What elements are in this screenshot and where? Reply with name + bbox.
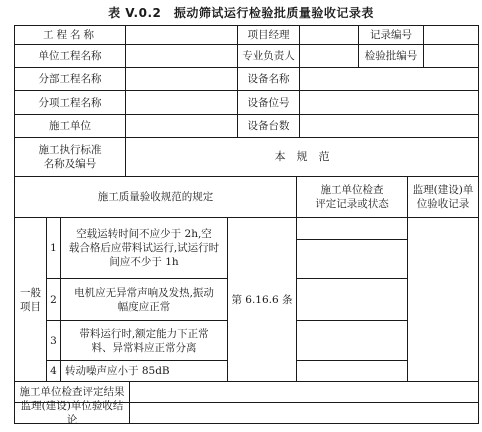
item-requirement-3	[60, 320, 228, 361]
header-contractor-check-line1: 施工单位检查	[320, 184, 384, 196]
header-contractor-check-line2: 评定记录或状态	[315, 198, 389, 210]
spec-clause-reference: 第 6.16.6 条	[227, 217, 297, 382]
group-label-line2: 项目	[20, 300, 41, 313]
item-requirement-1-line2: 载合格后应带料试运行,试运行时	[68, 242, 220, 254]
label-execution-standard	[14, 137, 126, 177]
header-spec-requirements: 施工质量验收规范的规定	[14, 176, 297, 218]
value-project-manager[interactable]	[299, 25, 359, 45]
value-execution-standard: 本 规 范	[125, 137, 479, 177]
label-project-manager: 项目经理	[237, 25, 300, 45]
item-number-2: 2	[46, 278, 61, 321]
item-requirement-1-line1: 空载运转时间不应少于 2h,空	[76, 228, 212, 240]
value-record-no[interactable]	[423, 25, 479, 45]
contractor-check-cell-1a[interactable]	[296, 217, 408, 240]
header-supervisor-record-line1: 监理(建设)单	[412, 184, 474, 196]
item-requirement-1	[60, 217, 228, 279]
value-equipment-name[interactable]	[299, 67, 479, 91]
supervisor-record-cell[interactable]	[407, 217, 479, 382]
contractor-check-cell-4[interactable]	[296, 360, 408, 382]
item-number-3: 3	[46, 320, 61, 361]
item-requirement-3-line2: 料、异常料应正常分离	[91, 341, 197, 354]
value-item-project[interactable]	[125, 90, 238, 115]
label-execution-standard-line1: 施工执行标准	[38, 144, 102, 156]
item-requirement-2	[60, 278, 228, 321]
item-number-4: 4	[46, 360, 61, 382]
value-equipment-position[interactable]	[299, 90, 479, 115]
label-sub-project: 分部工程名称	[14, 67, 126, 91]
label-record-no: 记录编号	[358, 25, 424, 45]
value-unit-project[interactable]	[125, 44, 238, 68]
header-supervisor-record-line2: 位验收记录	[416, 198, 470, 210]
item-requirement-4: 转动噪声应小于 85dB	[60, 360, 228, 382]
label-batch-no: 检验批编号	[358, 44, 424, 68]
value-construction-unit[interactable]	[125, 114, 238, 138]
table-title: 表 V.0.2 振动筛试运行检验批质量验收记录表	[108, 6, 374, 20]
label-execution-standard-line2: 名称及编号	[43, 158, 97, 170]
item-requirement-3-line1: 带料运行时,额定能力下正常	[79, 327, 209, 340]
label-equipment-name: 设备名称	[237, 67, 300, 91]
contractor-check-cell-2[interactable]	[296, 278, 408, 321]
value-batch-no[interactable]	[423, 44, 479, 68]
item-requirement-2-line2: 幅度应正常	[117, 300, 171, 313]
value-project-name[interactable]	[125, 25, 238, 45]
item-requirement-2-line1: 电机应无异常声响及发热,振动	[74, 286, 214, 299]
label-supervisor-conclusion: 监理(建设)单位验收结论	[14, 402, 130, 424]
contractor-check-cell-3[interactable]	[296, 320, 408, 361]
label-unit-project: 单位工程名称	[14, 44, 126, 68]
header-supervisor-record	[407, 176, 479, 218]
value-contractor-result[interactable]	[129, 381, 479, 403]
item-number-1: 1	[46, 217, 61, 279]
value-supervisor-conclusion[interactable]	[129, 402, 479, 424]
label-item-project: 分项工程名称	[14, 90, 126, 115]
value-sub-project[interactable]	[125, 67, 238, 91]
label-equipment-count: 设备台数	[237, 114, 300, 138]
label-construction-unit: 施工单位	[14, 114, 126, 138]
label-equipment-position: 设备位号	[237, 90, 300, 115]
label-professional-lead: 专业负责人	[237, 44, 300, 68]
value-professional-lead[interactable]	[299, 44, 359, 68]
value-equipment-count[interactable]	[299, 114, 479, 138]
header-contractor-check	[296, 176, 408, 218]
group-label-line1: 一般	[20, 286, 41, 299]
item-requirement-1-line3: 间应不少于 1h	[109, 256, 179, 268]
label-contractor-result: 施工单位检查评定结果	[14, 381, 130, 403]
label-project-name: 工程名称	[14, 25, 126, 45]
group-label-general-items	[14, 217, 47, 382]
contractor-check-cell-1b[interactable]	[296, 239, 408, 279]
